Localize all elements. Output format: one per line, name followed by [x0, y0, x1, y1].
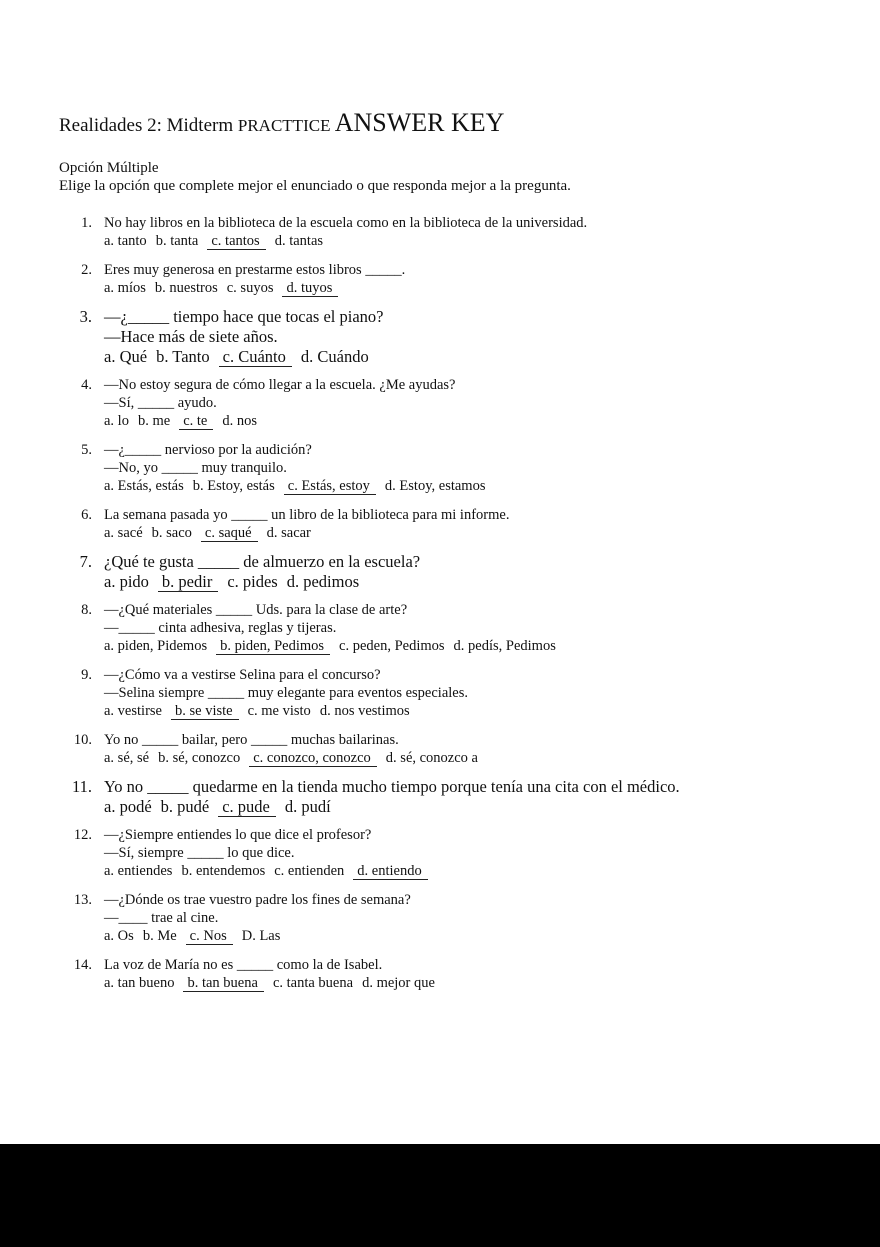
- answer-option: d. pudí: [284, 797, 331, 816]
- question-text-line: —¿Siempre entiendes lo que dice el profesor?: [104, 827, 372, 843]
- question-text-line: ¿Qué te gusta _____ de almuerzo en la escuela?: [104, 552, 421, 571]
- question-text-line: —¿Qué materiales _____ Uds. para la clase de arte?: [104, 602, 408, 618]
- answer-options: [104, 749, 487, 767]
- page-title: [59, 108, 504, 138]
- answer-option: d. Estoy, estamos: [384, 478, 486, 494]
- answer-option: a. Qué: [104, 347, 148, 366]
- question-body: [104, 666, 468, 720]
- question-body: [104, 552, 420, 592]
- question-text-line: —¿Cómo va a vestirse Selina para el concurso?: [104, 667, 381, 683]
- answer-options: [104, 797, 680, 817]
- answer-option: d. sé, conozco a: [385, 750, 478, 766]
- question-number: 10.: [73, 732, 92, 748]
- question-body: [104, 307, 384, 367]
- correct-answer-option: c. Cuánto: [219, 347, 292, 367]
- correct-answer-option: b. se viste: [171, 703, 239, 720]
- correct-answer-option: c. Nos: [186, 928, 233, 945]
- question-text-line: —Hace más de siete años.: [104, 327, 278, 346]
- answer-options: [104, 232, 587, 250]
- answer-option: b. Me: [142, 928, 177, 944]
- answer-option: d. sacar: [266, 525, 311, 541]
- answer-option: b. nuestros: [154, 280, 218, 296]
- answer-options: [104, 347, 384, 367]
- answer-option: a. piden, Pidemos: [104, 638, 208, 654]
- correct-answer-option: c. saqué: [201, 525, 258, 542]
- question-body: [104, 441, 494, 495]
- answer-options: [104, 412, 455, 430]
- question-body: [104, 777, 680, 817]
- answer-option: b. sé, conozco: [158, 750, 241, 766]
- question-number: 3.: [79, 307, 92, 326]
- answer-option: a. míos: [104, 280, 146, 296]
- answer-options: [104, 702, 468, 720]
- question-number: 12.: [73, 827, 92, 843]
- answer-option: a. pido: [104, 572, 149, 591]
- question-number: 14.: [73, 957, 92, 973]
- correct-answer-option: b. piden, Pedimos: [216, 638, 330, 655]
- title-part-3: ANSWER KEY: [334, 108, 505, 137]
- answer-option: d. mejor que: [362, 975, 435, 991]
- question-text-line: Eres muy generosa en prestarme estos libros _____.: [104, 262, 406, 278]
- answer-option: b. pudé: [160, 797, 210, 816]
- question-text-line: No hay libros en la biblioteca de la escuela como en la biblioteca de la universidad.: [104, 215, 588, 231]
- answer-option: d. tantas: [274, 233, 324, 249]
- question-number: 1.: [81, 215, 92, 231]
- answer-option: d. nos vestimos: [319, 703, 410, 719]
- correct-answer-option: b. tan buena: [183, 975, 263, 992]
- question-body: [104, 214, 587, 250]
- instructions: Elige la opción que complete mejor el enunciado o que responda mejor a la pregunta.: [59, 178, 571, 194]
- correct-answer-option: c. pude: [218, 797, 276, 817]
- answer-option: c. me visto: [247, 703, 311, 719]
- question-text-line: La semana pasada yo _____ un libro de la biblioteca para mi informe.: [104, 507, 510, 523]
- correct-answer-option: c. te: [179, 413, 213, 430]
- answer-options: [104, 572, 420, 592]
- question-body: [104, 601, 565, 655]
- question-number: 6.: [81, 507, 92, 523]
- correct-answer-option: c. conozco, conozco: [249, 750, 377, 767]
- answer-options: [104, 927, 411, 945]
- question-number: 5.: [81, 442, 92, 458]
- title-part-2: PRACTTICE: [237, 116, 335, 135]
- answer-option: a. tan bueno: [104, 975, 175, 991]
- question-number: 4.: [81, 377, 92, 393]
- question-text-line: Yo no _____ quedarme en la tienda mucho tiempo porque tenía una cita con el médico.: [104, 777, 680, 796]
- question-text-line: Yo no _____ bailar, pero _____ muchas bailarinas.: [104, 732, 399, 748]
- answer-options: [104, 477, 494, 495]
- question-text-line: —____ trae al cine.: [104, 910, 219, 926]
- answer-option: a. lo: [104, 413, 129, 429]
- answer-option: a. Estás, estás: [104, 478, 184, 494]
- answer-option: c. tanta buena: [272, 975, 354, 991]
- question-body: [104, 731, 487, 767]
- answer-option: a. entiendes: [104, 863, 173, 879]
- question-number: 11.: [71, 777, 92, 796]
- answer-option: b. Estoy, estás: [192, 478, 275, 494]
- correct-answer-option: d. tuyos: [282, 280, 338, 297]
- correct-answer-option: b. pedir: [158, 572, 218, 592]
- question-text-line: —¿_____ tiempo hace que tocas el piano?: [104, 307, 384, 326]
- question-text-line: —No estoy segura de cómo llegar a la escuela. ¿Me ayudas?: [104, 377, 456, 393]
- black-bottom-band: [0, 1144, 880, 1247]
- answer-option: d. nos: [222, 413, 257, 429]
- correct-answer-option: d. entiendo: [353, 863, 427, 880]
- answer-option: b. me: [137, 413, 171, 429]
- question-text-line: —Selina siempre _____ muy elegante para eventos especiales.: [104, 685, 468, 701]
- question-text-line: —¿Dónde os trae vuestro padre los fines de semana?: [104, 892, 411, 908]
- section-title: Opción Múltiple: [59, 160, 159, 176]
- question-number: 2.: [81, 262, 92, 278]
- answer-options: [104, 637, 565, 655]
- answer-option: a. podé: [104, 797, 152, 816]
- question-text-line: —No, yo _____ muy tranquilo.: [104, 460, 287, 476]
- answer-option: a. sacé: [104, 525, 143, 541]
- question-body: [104, 826, 437, 880]
- question-text-line: —_____ cinta adhesiva, reglas y tijeras.: [104, 620, 337, 636]
- question-body: [104, 891, 411, 945]
- answer-options: [104, 974, 444, 992]
- answer-option: c. peden, Pedimos: [339, 638, 445, 654]
- question-text-line: —Sí, siempre _____ lo que dice.: [104, 845, 295, 861]
- question-text-line: —¿_____ nervioso por la audición?: [104, 442, 312, 458]
- answer-option: b. Tanto: [156, 347, 210, 366]
- correct-answer-option: c. Estás, estoy: [284, 478, 376, 495]
- answer-option: a. Os: [104, 928, 134, 944]
- answer-option: b. tanta: [155, 233, 199, 249]
- question-body: [104, 956, 444, 992]
- answer-option: b. saco: [151, 525, 192, 541]
- question-body: [104, 261, 405, 297]
- answer-option: d. pedimos: [286, 572, 360, 591]
- answer-option: b. entendemos: [181, 863, 266, 879]
- question-number: 8.: [81, 602, 92, 618]
- answer-option: d. Cuándo: [300, 347, 369, 366]
- answer-option: c. suyos: [226, 280, 274, 296]
- answer-option: a. tanto: [104, 233, 147, 249]
- question-text-line: La voz de María no es _____ como la de Isabel.: [104, 957, 383, 973]
- title-part-1: Realidades 2: Midterm: [59, 115, 238, 136]
- answer-option: D. Las: [241, 928, 281, 944]
- question-number: 9.: [81, 667, 92, 683]
- answer-option: a. sé, sé: [104, 750, 150, 766]
- answer-options: [104, 862, 437, 880]
- question-number: 13.: [73, 892, 92, 908]
- correct-answer-option: c. tantos: [207, 233, 265, 250]
- question-body: [104, 376, 455, 430]
- question-body: [104, 506, 509, 542]
- answer-option: a. vestirse: [104, 703, 162, 719]
- answer-options: [104, 524, 509, 542]
- answer-option: d. pedís, Pedimos: [453, 638, 556, 654]
- question-text-line: —Sí, _____ ayudo.: [104, 395, 217, 411]
- answer-option: c. pides: [227, 572, 278, 591]
- question-number: 7.: [79, 552, 92, 571]
- answer-options: [104, 279, 405, 297]
- answer-option: c. entienden: [274, 863, 345, 879]
